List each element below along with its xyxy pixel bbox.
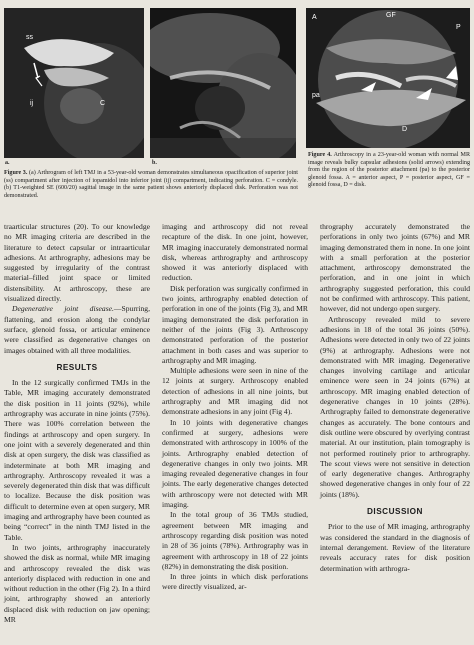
figure-3-caption bbox=[4, 170, 298, 200]
label-glenoid-fossa: GF bbox=[386, 12, 396, 19]
figure-3a-arthrogram bbox=[4, 8, 144, 158]
col2-paragraph-4: In 10 joints with degenerative changes confirmed at surgery, adhesions were demonstrated with arthroscopy in 100% of the joints. Arthrography enabled detection of degenerative changes in only two joints. MR imaging revealed degenerative changes in four joints. The early degenerative changes detected with arthroscopy were not detected with MR imaging. bbox=[162, 417, 308, 510]
col1-paragraph-2 bbox=[4, 304, 150, 355]
col2-paragraph-3: Multiple adhesions were seen in nine of the 12 joints at surgery. Arthroscopy enabled detection of adhesions in all nine joints, but arthrography and MR imaging did not demonstrate adhesions in any joint (Fig 4). bbox=[162, 366, 308, 417]
col1-paragraph-2-rest: —Spurring, flattening, and erosion along the condylar surface, glenoid fossa, or articular eminence were classified as degenerative changes on images obtained with all three modalities. bbox=[4, 304, 150, 355]
col1-paragraph-4: In two joints, arthrography inaccurately showed the disk as normal, while MR imaging and arthroscopy revealed the disk was anteriorly displaced with reduction in one and without reduction in the other (Fig 2). In a third joint, arthrography showed an anteriorly displaced disk with reduction on jaw opening; MR bbox=[4, 542, 150, 624]
discussion-heading: DISCUSSION bbox=[367, 507, 423, 517]
figure-3-caption-label: Figure 3. bbox=[4, 170, 28, 176]
col3-paragraph-3: Prior to the use of MR imaging, arthrography was considered the standard in the diagnosis of internal derangement. Review of the literature reveals accuracy rates for disk position determination with arthrogra- bbox=[320, 522, 470, 573]
text-column-1 bbox=[4, 222, 150, 625]
col3-paragraph-2: Arthroscopy revealed mild to severe adhesions in 18 of the total 36 joints (50%). Adhesions were detected in only two of 22 joints (9%) at arthrography. Adhesions were not demonstrated with MR imaging. Degenerative changes involving cartilage and articular eminence were seen in 24 joints (67%) at arthroscopy. MR imaging enabled detection of degenerative changes in 10 joints (28%). Arthrography failed to demonstrate degenerative changes as accurately. The bone contours and disk outline were obscured by overlying contrast material. At our institution, plain tomography is not performed routinely prior to arthrography. The scout views were not sensitive in detection of early degenerative changes. Arthrography showed degenerative changes in only four of 22 joints (18%). bbox=[320, 314, 470, 499]
figure-3b-panel-label: b. bbox=[152, 160, 157, 166]
arthroscopy-image bbox=[306, 8, 470, 148]
figure-4-arthroscopy bbox=[306, 8, 470, 148]
mr-sagittal-image bbox=[150, 8, 296, 158]
col1-paragraph-2-italic: Degenerative joint disease. bbox=[12, 304, 114, 314]
col2-paragraph-6: In three joints in which disk perforations were directly visualized, ar- bbox=[162, 572, 308, 592]
figure-4-caption-text: Arthroscopy in a 23-year-old woman with normal MR image reveals bulky capsular adhesions (solid arrows) extending from the region of the posterior attachment (pa) to the posterior glenoid fossa. A = anterior aspect, P = posterior aspect, GF = glenoid fossa, D = disk. bbox=[308, 152, 471, 189]
label-disk: D bbox=[402, 126, 408, 133]
label-ss: ss bbox=[26, 34, 33, 41]
col2-paragraph-2: Disk perforation was surgically confirmed in two joints, arthrography enabled detection of perforation in one of the joints (Fig 3), and MR imaging demonstrated the disk perforation in neither of the joints (Fig 3). Arthroscopy demonstrated perforation of the posterior attachment in both cases and was superior to arthrography and MR imaging. bbox=[162, 283, 308, 365]
col1-paragraph-1: traarticular structures (20). To our knowledge no MR imaging criteria are described in the literature to detect capsular or intraarticular adhesions. At arthrography, adhesions may be suggested by irregularity of the contrast material–filled joint space or limited distensibility. At arthroscopy, these are visualized directly. bbox=[4, 222, 150, 304]
col2-paragraph-5: In the total group of 36 TMJs studied, agreement between MR imaging and arthroscopy regarding disk position was noted in 28 of 36 joints (78%). Arthrography was in agreement with arthroscopy in 18 of 22 joints (82%) in demonstrating the disk position. bbox=[162, 510, 308, 571]
figure-4-caption-label: Figure 4. bbox=[308, 152, 332, 158]
label-c: C bbox=[100, 100, 106, 107]
col2-paragraph-1: imaging and arthroscopy did not reveal recapture of the disk. In one joint, however, MR imaging inaccurately demonstrated normal disk, whereas arthrography and arthroscopy showed it was anteriorly displaced with reduction. bbox=[162, 222, 308, 283]
label-posterior-attachment: pa bbox=[312, 92, 320, 99]
label-anterior: A bbox=[312, 14, 317, 21]
label-ij: ij bbox=[30, 100, 34, 107]
figure-3a-panel-label: a. bbox=[5, 160, 10, 166]
text-column-3 bbox=[320, 222, 470, 574]
label-posterior: P bbox=[456, 24, 461, 31]
figure-4-caption bbox=[308, 152, 470, 190]
results-heading: RESULTS bbox=[56, 362, 98, 372]
arthrogram-image bbox=[4, 8, 144, 158]
col3-paragraph-1: thrography accurately demonstrated the perforations in only two joints (67%) and MR imaging demonstrated them in none. In one joint with a small perforation at the posterior attachment, arthroscopy demonstrated the perforation, and in one joint in which arthrography suggested perforation, this could not be confirmed with arthroscopy. This patient, however, did not undergo open surgery. bbox=[320, 222, 470, 314]
col1-paragraph-3: In the 12 surgically confirmed TMJs in the Table, MR imaging accurately demonstrated the disk position in 11 joints (92%), while arthrography was accurate in nine joints (75%). There was 100% correlation between the findings at arthroscopy and open surgery. In one joint with a severely degenerated and thin disk at open surgery, the disk was classified as indeterminate at both MR imaging and arthrography. Arthroscopy revealed it was a severely degenerated thin disk that was difficult to localize. Because the disk position was difficult to determine even at open surgery, MR imaging and arthrography have been counted as being “correct” in the ninth TMJ listed in the Table. bbox=[4, 378, 150, 542]
figure-3b-mr-image bbox=[150, 8, 296, 158]
figure-3-caption-text: (a) Arthrogram of left TMJ in a 53-year-old woman demonstrates simultaneous opacification of superior joint (ss) compartment after injection of iopamidol into inferior joint (ij) compartment, indicating perforation. C = condyle. (b) T1-weighted SE (600/20) sagittal image in the same patient shows anteriorly displaced disk. Perforation was not demonstrated. bbox=[4, 170, 298, 199]
text-column-2 bbox=[162, 222, 308, 593]
